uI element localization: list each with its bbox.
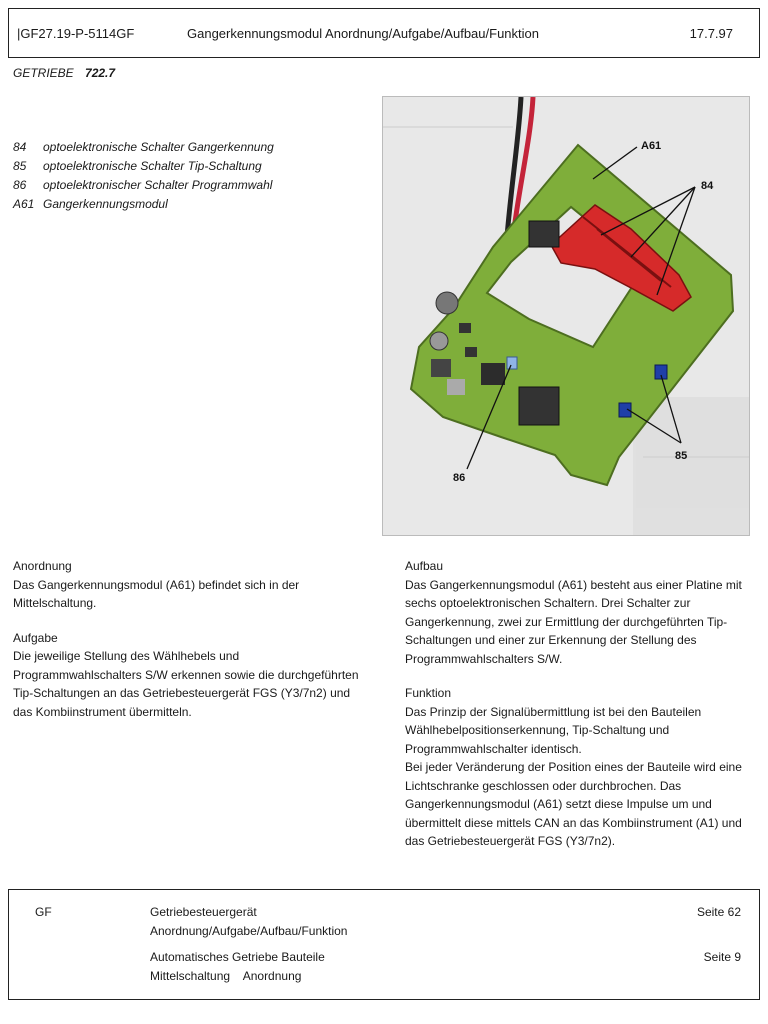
section-body: Das Prinzip der Signalübermittlung ist bei den Bauteilen Wählhebelpositionserkennung, Tip-Schaltung und Programmwahlschalter identisch.	[405, 704, 702, 756]
section-aufgabe	[13, 629, 363, 722]
section-body: Die jeweilige Stellung des Wählhebels und Programmwahlschalters S/W erkennen sowie die durchgeführten Tip-Schaltungen an das Getriebesteuergerät FGS (Y3/7n2) und das Kombiinstrument übermitteln.	[13, 649, 359, 719]
footer-entry-1	[150, 903, 347, 940]
section-heading: Aufgabe	[13, 630, 58, 645]
label-86: 86	[453, 472, 466, 484]
footer-gf: GF	[35, 905, 52, 919]
legend-item: 86 optoelektronischer Schalter Programmwahl	[13, 178, 273, 192]
getriebe-label: GETRIEBE	[13, 66, 74, 80]
document-header	[8, 8, 760, 58]
footer-entry-subtitle: Mittelschaltung Anordnung	[150, 968, 302, 983]
footer-page-2: Seite 9	[703, 950, 741, 964]
document-title: Gangerkennungsmodul Anordnung/Aufgabe/Aufbau/Funktion	[187, 26, 539, 41]
document-footer	[8, 889, 760, 1000]
section-body: Das Gangerkennungsmodul (A61) befindet sich in der Mittelschaltung.	[13, 577, 300, 610]
left-column	[13, 557, 363, 737]
section-heading: Funktion	[405, 686, 452, 700]
section-anordnung	[13, 557, 363, 613]
section-body-continued: Bei jeder Veränderung der Position eines der Bauteile wird eine Lichtschranke geschlossen oder durchbrochen. Das Gangerkennungsmodul (A61) setzt diese Impulse um und übermittelt diese mittels CAN an das Kombiinstrument (A1) und das Getriebesteuergerät FGS (Y3/7n2).	[405, 760, 742, 848]
getriebe-line	[13, 66, 115, 80]
section-body: Das Gangerkennungsmodul (A61) besteht aus einer Platine mit sechs optoelektronischen Schaltern. Drei Schalter zur Gangerkennung, zwei zur Ermittlung der durchgeführten Tip-Schaltungen und einer zur Erkennung der Stellung des Programmwahlschalters S/W.	[405, 577, 742, 666]
footer-entry-subtitle: Anordnung/Aufgabe/Aufbau/Funktion	[150, 923, 348, 938]
figure-legend	[13, 138, 274, 214]
document-date: 17.7.97	[689, 26, 733, 41]
module-illustration	[382, 96, 750, 536]
label-85: 85	[675, 450, 688, 462]
label-84: 84	[701, 180, 714, 192]
section-heading: Aufbau	[405, 559, 444, 573]
label-a61: A61	[641, 140, 662, 152]
legend-item: 84 optoelektronische Schalter Gangerkennung	[13, 140, 274, 154]
legend-item: A61 Gangerkennungsmodul	[13, 197, 168, 211]
right-column	[405, 557, 745, 867]
footer-entry-2	[150, 948, 325, 985]
footer-page-1: Seite 62	[696, 905, 741, 919]
circuit-board-drawing	[383, 97, 749, 535]
section-aufbau	[405, 557, 745, 668]
section-funktion	[405, 684, 745, 851]
footer-entry-title: Automatisches Getriebe Bauteile	[150, 950, 325, 964]
legend-item: 85 optoelektronische Schalter Tip-Schaltung	[13, 159, 262, 173]
footer-entry-title: Getriebesteuergerät	[150, 905, 257, 919]
document-code: |GF27.19-P-5114GF	[17, 26, 135, 41]
getriebe-value: 722.7	[85, 66, 116, 80]
section-heading: Anordnung	[13, 559, 72, 573]
